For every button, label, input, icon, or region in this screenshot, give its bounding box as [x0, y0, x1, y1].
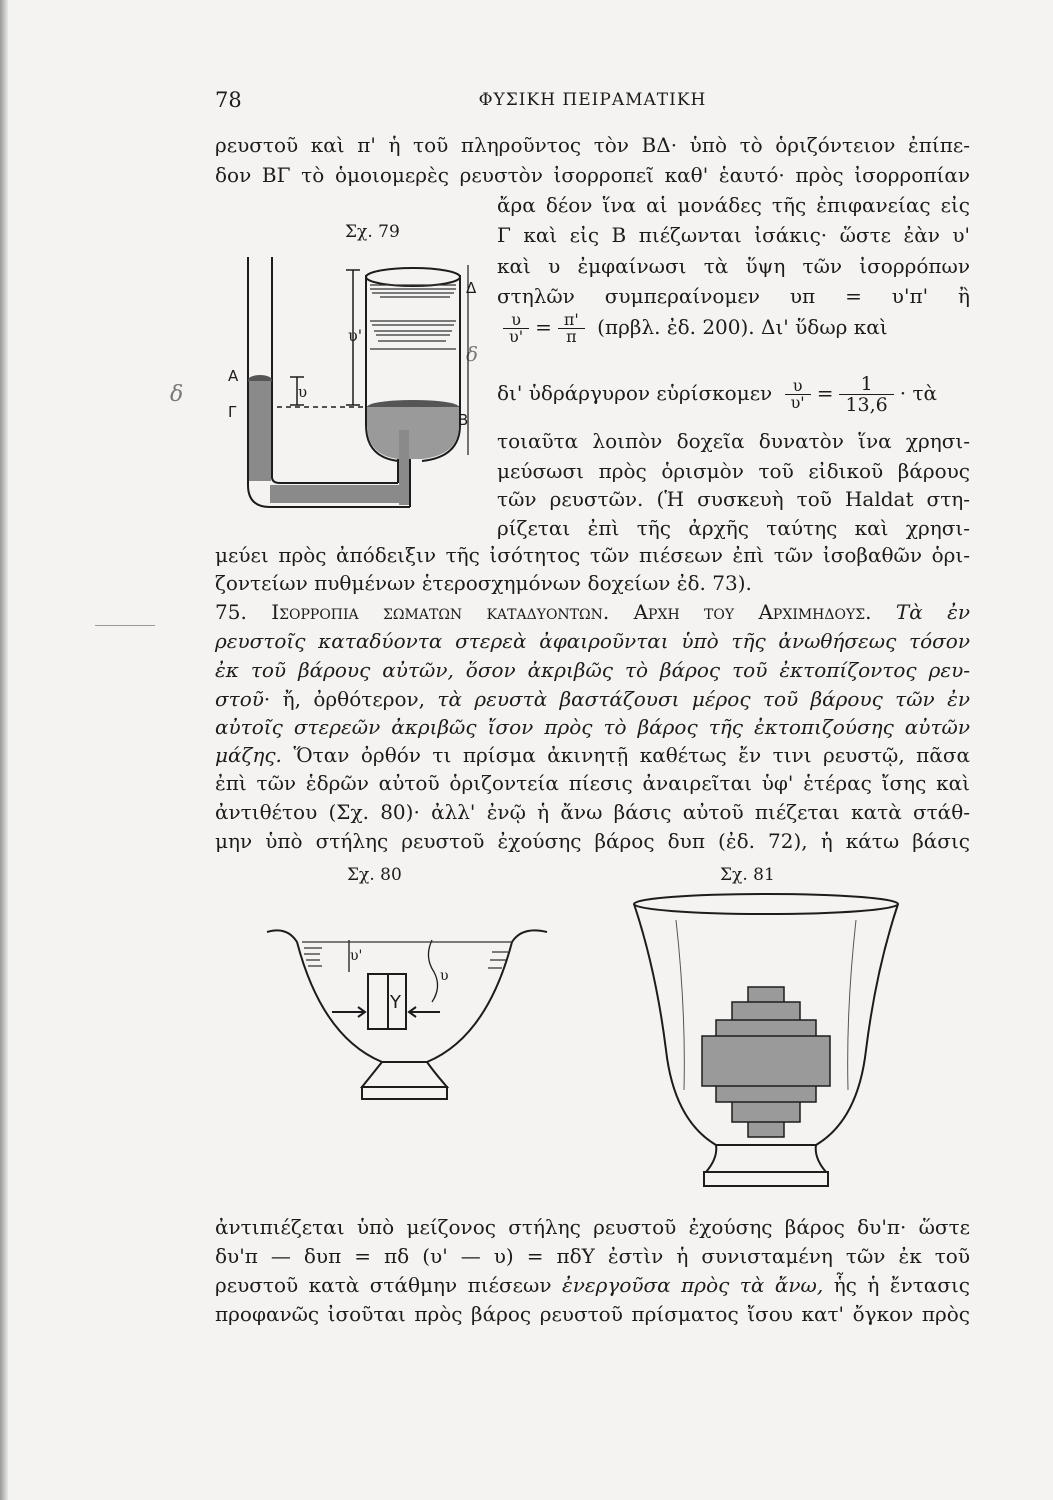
- caption-fig-80: Σχ. 80: [347, 865, 402, 885]
- text-line-26: ρευστοῦ κατὰ στάθμην πιέσεων ἐνεργοῦσα πρὸς τὰ ἄνω, ἧς ἡ ἔντασις: [215, 1273, 971, 1297]
- running-title: ΦΥΣΙΚΗ ΠΕΙΡΑΜΑΤΙΚΗ: [478, 90, 707, 110]
- margin-note-middle: δ: [466, 342, 479, 366]
- label-prism-center: Υ: [390, 992, 401, 1013]
- text-line-2: δον ΒΓ τὸ ὁμοιομερὲς ρευστὸν ἰσορροπεῖ καθ' ἑαυτό· πρὸς ἰσορροπίαν: [215, 163, 970, 187]
- text-line-4: Γ καὶ εἰς Β πιέζωνται ἰσάκις· ὥστε ἐὰν υ': [497, 223, 970, 247]
- text-line-18: στοῦ· ἤ, ὀρθότερον, τὰ ρευστὰ βαστάζουσι μέρος τοῦ βάρους τῶν ἐν: [215, 687, 970, 711]
- text-line-13: μεύει πρὸς ἀπόδειξιν τῆς ἰσότητος τῶν πιέσεων ἐπὶ τῶν ἰσοβαθῶν ὁρι-: [215, 543, 970, 567]
- caption-fig-79: Σχ. 79: [345, 222, 400, 242]
- page-header: [215, 88, 970, 118]
- text-line-5: καὶ υ ἐμφαίνωσι τὰ ὕψη τῶν ἰσορρόπων: [497, 254, 970, 278]
- text-line-9: τοιαῦτα λοιπὸν δοχεῖα δυνατὸν ἵνα χρησι-: [497, 429, 970, 453]
- text-line-17: ἐκ τοῦ βάρους αὐτῶν, ὅσον ἀκριβῶς τὸ βάρος τοῦ ἐκτοπίζοντος ρευ-: [215, 658, 970, 682]
- label-u-prime: υ': [348, 326, 363, 345]
- text-line-20: μάζης. Ὅταν ὀρθόν τι πρίσμα ἀκινητῇ καθέτως ἔν τινι ρευστῷ, πᾶσα: [215, 743, 970, 767]
- figure-80-bowl-prism: [262, 912, 552, 1112]
- label-beta: Β: [458, 411, 469, 429]
- fraction-u-over-uprime-2: $\frac{\upsilon}{\upsilon'}$: [785, 378, 811, 411]
- text-line-7: $\frac{\upsilon}{\upsilon'}$ = $\frac{\pi'}{\pi}$ (πρβλ. ἐδ. 200). Δι' ὕδωρ καὶ: [497, 312, 970, 345]
- text-line-1: ρευστοῦ καὶ π' ἡ τοῦ πληροῦντος τὸν ΒΔ· ὑπὸ τὸ ὁριζόντειον ἐπίπε-: [215, 133, 970, 157]
- text-line-10: μεύσωσι πρὸς ὁρισμὸν τοῦ εἰδικοῦ βάρους: [497, 459, 970, 483]
- label-u-bowl: υ: [440, 968, 449, 984]
- label-u-prime-bowl: υ': [350, 948, 363, 964]
- text-line-21: ἐπὶ τῶν ἑδρῶν αὐτοῦ ὁριζοντεία πίεσις ἀναιρεῖται ὑφ' ἑτέρας ἴσης καὶ: [215, 771, 970, 795]
- text-line-6: στηλῶν συμπεραίνομεν υπ = υ'π' ἢ: [497, 284, 970, 308]
- text-line-23: μην ὑπὸ στήλης ρευστοῦ ἐχούσης βάρος δυπ (ἐδ. 72), ἡ κάτω βάσις: [215, 829, 970, 853]
- text-line-3: ἄρα δέον ἵνα αἱ μονάδες τῆς ἐπιφανείας εἰς: [497, 193, 970, 217]
- text-line-25: δυ'π — δυπ = πδ (υ' — υ) = πδΥ ἐστὶν ἡ συνισταμένη τῶν ἐκ τοῦ: [215, 1244, 970, 1268]
- text-line-24: ἀντιπιέζεται ὑπὸ μείζονος στήλης ρευστοῦ ἐχούσης βάρος δυ'π· ὥστε: [215, 1215, 970, 1239]
- fraction-u-over-uprime: $\frac{\upsilon}{\upsilon'}$: [503, 312, 529, 345]
- text-line-14: ζοντείων πυθμένων ἑτεροσχημόνων δοχείων ἐδ. 73).: [215, 571, 752, 595]
- text-line-22: ἀντιθέτου (Σχ. 80)· ἀλλ' ἐνῷ ἡ ἄνω βάσις αὐτοῦ πιέζεται κατὰ στάθ-: [215, 800, 970, 824]
- text-line-27: προφανῶς ἰσοῦται πρὸς βάρος ρευστοῦ πρίσματος ἴσου κατ' ὄγκον πρὸς: [215, 1302, 970, 1326]
- label-u: υ: [298, 383, 308, 401]
- margin-note-left: δ: [170, 382, 184, 407]
- text-line-11: τῶν ρευστῶν. (Ἡ συσκευὴ τοῦ Haldat στη-: [497, 487, 970, 511]
- label-delta: Δ: [466, 279, 477, 297]
- text-line-8: δι' ὑδράργυρον εὑρίσκομεν $\frac{\upsilon}{\upsilon'}$ = $\frac{1}{13,6}$ · τὰ: [497, 373, 938, 416]
- page-binding-edge: [0, 0, 8, 1500]
- page-number: 78: [215, 88, 242, 112]
- text-line-16: ρευστοῖς καταδύοντα στερεὰ ἀφαιροῦνται ὑπὸ τῆς ἀνωθήσεως τόσον: [215, 629, 970, 653]
- margin-rule: [95, 625, 155, 626]
- figure-81-vessel: [626, 890, 906, 1200]
- fraction-one-over-13-6: $\frac{1}{13,6}$: [839, 374, 893, 415]
- figure-79-u-tube: [210, 245, 490, 540]
- section-75-heading: 75. Ισορροπια σωματων καταδυοντων. Αρχη του Αρχιμηδους. Τὰ ἐν: [215, 600, 970, 624]
- label-alpha: Α: [228, 367, 239, 385]
- caption-fig-81: Σχ. 81: [720, 865, 775, 885]
- label-gamma: Γ: [228, 403, 237, 421]
- text-line-19: αὐτοῖς στερεῶν ἀκριβῶς ἴσον πρὸς τὸ βάρος τῆς ἐκτοπιζούσης αὐτῶν: [215, 715, 970, 739]
- fraction-pprime-over-p: $\frac{\pi'}{\pi}$: [558, 312, 585, 345]
- text-line-12: ρίζεται ἐπὶ τῆς ἀρχῆς ταύτης καὶ χρησι-: [497, 516, 970, 540]
